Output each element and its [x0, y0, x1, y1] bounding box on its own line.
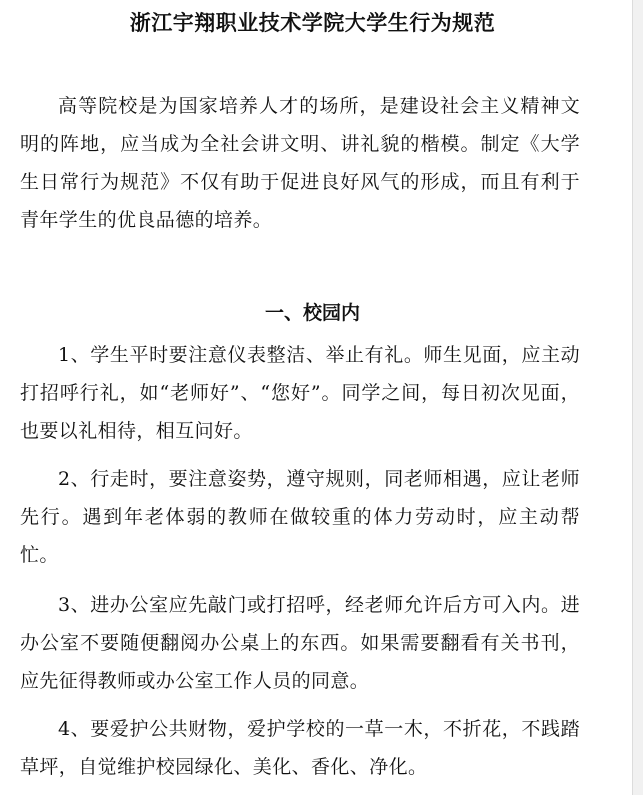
rule-item-1: 1、学生平时要注意仪表整洁、举止有礼。师生见面，应主动打招呼行礼，如“老师好”、“您好”。同学之间，每日初次见面，也要以礼相待，相互问好。: [20, 344, 580, 442]
page-edge: [632, 0, 643, 795]
section-heading-campus: 一、校园内: [264, 302, 360, 324]
rule-item-2: 2、行走时，要注意姿势，遵守规则，同老师相遇，应让老师先行。遇到年老体弱的教师在做较重的体力劳动时，应主动帮忙。: [20, 468, 580, 566]
document-title: 浙江宇翔职业技术学院大学生行为规范: [129, 11, 496, 35]
rule-item-4: 4、要爱护公共财物，爱护学校的一草一木，不折花，不践踏草坪，自觉维护校园绿化、美化、香化、净化。: [20, 718, 580, 778]
rule-item-3: 3、进办公室应先敲门或打招呼，经老师允许后方可入内。进办公室不要随便翻阅办公桌上的东西。如果需要翻看有关书刊，应先征得教师或办公室工作人员的同意。: [20, 594, 580, 692]
intro-paragraph: 高等院校是为国家培养人才的场所，是建设社会主义精神文明的阵地，应当成为全社会讲文明、讲礼貌的楷模。制定《大学生日常行为规范》不仅有助于促进良好风气的形成，而且有利于青年学生的优良品德的培养。: [20, 95, 580, 231]
